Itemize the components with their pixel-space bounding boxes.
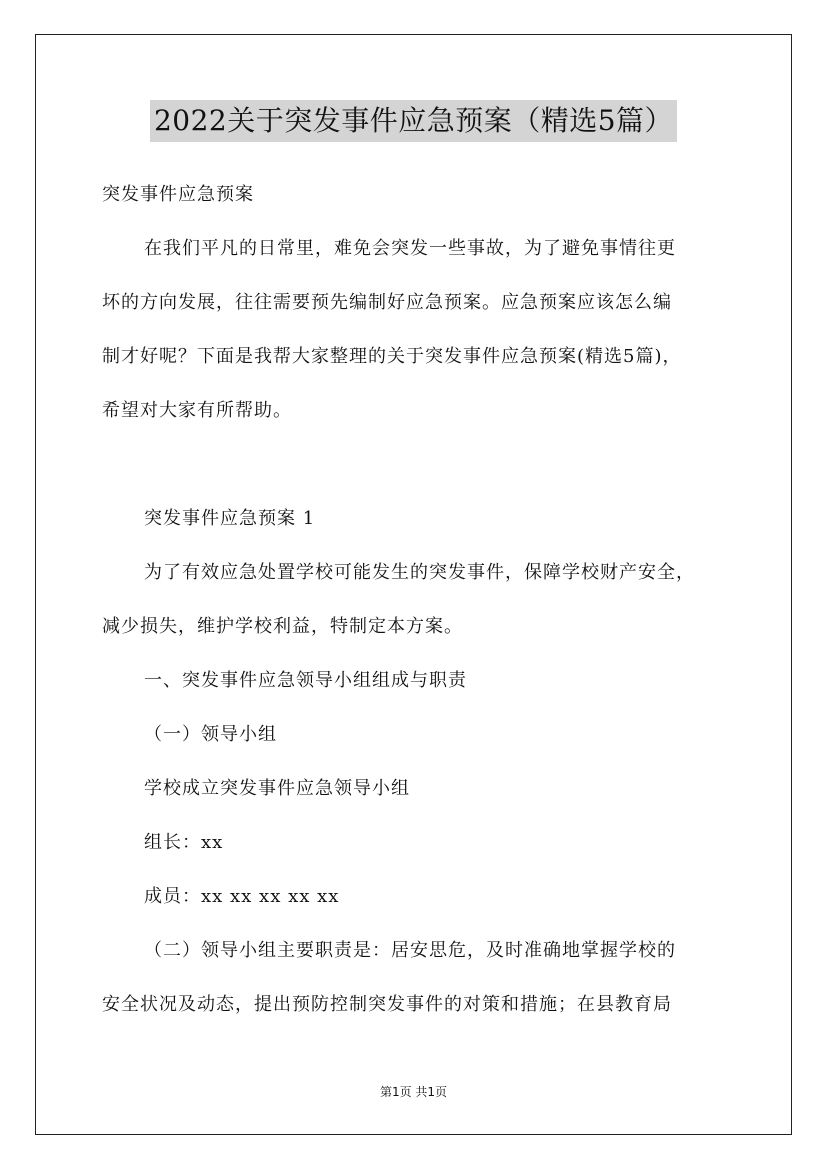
title-wrap (0, 100, 827, 142)
paragraph-line: 组长：xx (144, 832, 224, 853)
paragraph-line: 减少损失，维护学校利益，特制定本方案。 (102, 616, 463, 637)
subsection-heading: 突发事件应急预案 1 (144, 508, 316, 529)
paragraph-line: （一）领导小组 (144, 724, 277, 745)
paragraph-line: 学校成立突发事件应急领导小组 (144, 778, 410, 799)
paragraph-line: 为了有效应急处置学校可能发生的突发事件，保障学校财产安全， (144, 562, 695, 583)
paragraph-line: 制才好呢？下面是我帮大家整理的关于突发事件应急预案(精选5篇)， (102, 346, 682, 367)
paragraph-line: 成员：xx xx xx xx xx (144, 886, 340, 907)
paragraph-line: 坏的方向发展，往往需要预先编制好应急预案。应急预案应该怎么编 (102, 292, 672, 313)
paragraph-line: 在我们平凡的日常里，难免会突发一些事故，为了避免事情往更 (144, 238, 676, 259)
section-heading: 突发事件应急预案 (102, 184, 254, 205)
document-title: 2022关于突发事件应急预案（精选5篇） (150, 100, 677, 142)
page-footer: 第1页 共1页 (379, 1085, 448, 1099)
paragraph-line: 一、突发事件应急领导小组组成与职责 (144, 670, 467, 691)
paragraph-line: 希望对大家有所帮助。 (102, 400, 292, 421)
paragraph-line: 安全状况及动态，提出预防控制突发事件的对策和措施；在县教育局 (102, 994, 672, 1015)
paragraph-line: （二）领导小组主要职责是：居安思危，及时准确地掌握学校的 (144, 940, 676, 961)
